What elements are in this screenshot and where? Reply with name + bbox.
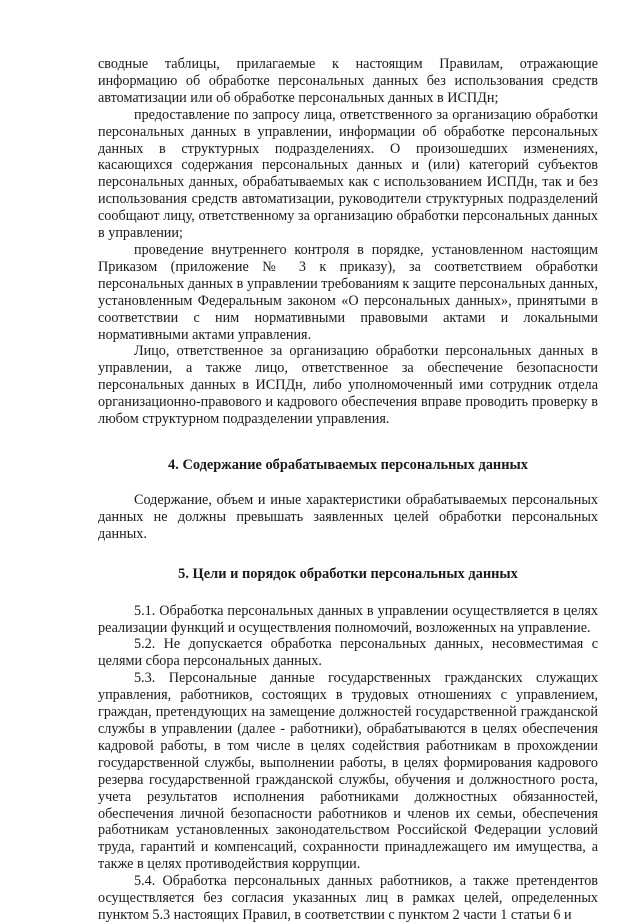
paragraph-responsible-person-check: Лицо, ответственное за организацию обработки персональных данных в управлении, а также лицо, ответственное за обеспечение безопасности персональных данных в ИСПДн, либо уполномоченный ими сотрудник отдела организационно-правового и кадрового обеспечения вправе проводить проверку в любом структурном подразделении управления. <box>98 343 598 428</box>
clause-5-1: 5.1. Обработка персональных данных в управлении осуществляется в целях реализации функций и осуществления полномочий, возложенных на управление. <box>98 602 598 636</box>
paragraph-content-of-data: Содержание, объем и иные характеристики обрабатываемых персональных данных не должны превышать заявленных целей обработки персональных данных. <box>98 491 598 542</box>
clause-5-4: 5.4. Обработка персональных данных работников, а также претендентов осуществляется без согласия указанных лиц в рамках целей, определенных пунктом 5.3 настоящих Правил, в соответствии с пунктом 2 части 1 статьи 6 и <box>98 873 598 923</box>
section-heading-4: 4. Содержание обрабатываемых персональных данных <box>168 456 528 473</box>
clause-5-3: 5.3. Персональные данные государственных гражданских служащих управления, работников, состоящих в трудовых отношениях с управлением, граждан, претендующих на замещение должностей государственной гражданской службы в управлении (далее - работники), обрабатываются в целях обеспечения кадровой работы, в том числе в целях содействия работникам в прохождении государственной службы, выполнении работы, в целях формирования кадрового резерва государственной гражданской службы, обучения и должностного роста, учета результатов исполнения работниками должностных обязанностей, обеспечения личной безопасности работников и членов их семьи, обеспечения работникам установленных законодательством Российской Федерации условий труда, гарантий и компенсаций, сохранности принадлежащего им имущества, а также в целях противодействия коррупции. <box>98 670 598 873</box>
clause-5-2: 5.2. Не допускается обработка персональных данных, несовместимая с целями сбора персональных данных. <box>98 636 598 670</box>
paragraph-information-on-request: предоставление по запросу лица, ответственного за организацию обработки персональных данных в управлении, информации об обработке персональных данных в структурных подразделениях. О произошедших изменениях, касающихся содержания персональных данных и (или) категорий субъектов персональных данных, обрабатываемых как с использованием ИСПДн, так и без использования средств автоматизации, руководители структурных подразделений сообщают лицу, ответственному за организацию обработки персональных данных в управлении; <box>98 106 598 242</box>
paragraph-internal-control: проведение внутреннего контроля в порядке, установленном настоящим Приказом (приложение № 3 к приказу), за соответствием обработки персональных данных в управлении требованиям к защите персональных данных, установленным Федеральным законом «О персональных данных», принятыми в соответствии с ним нормативными правовыми актами и локальными нормативными актами управления. <box>98 241 598 343</box>
paragraph-summary-tables: сводные таблицы, прилагаемые к настоящим Правилам, отражающие информацию об обработке персональных данных без использования средств автоматизации или об обработке персональных данных в ИСПДн; <box>98 56 598 106</box>
section-heading-5: 5. Цели и порядок обработки персональных данных <box>178 565 518 582</box>
